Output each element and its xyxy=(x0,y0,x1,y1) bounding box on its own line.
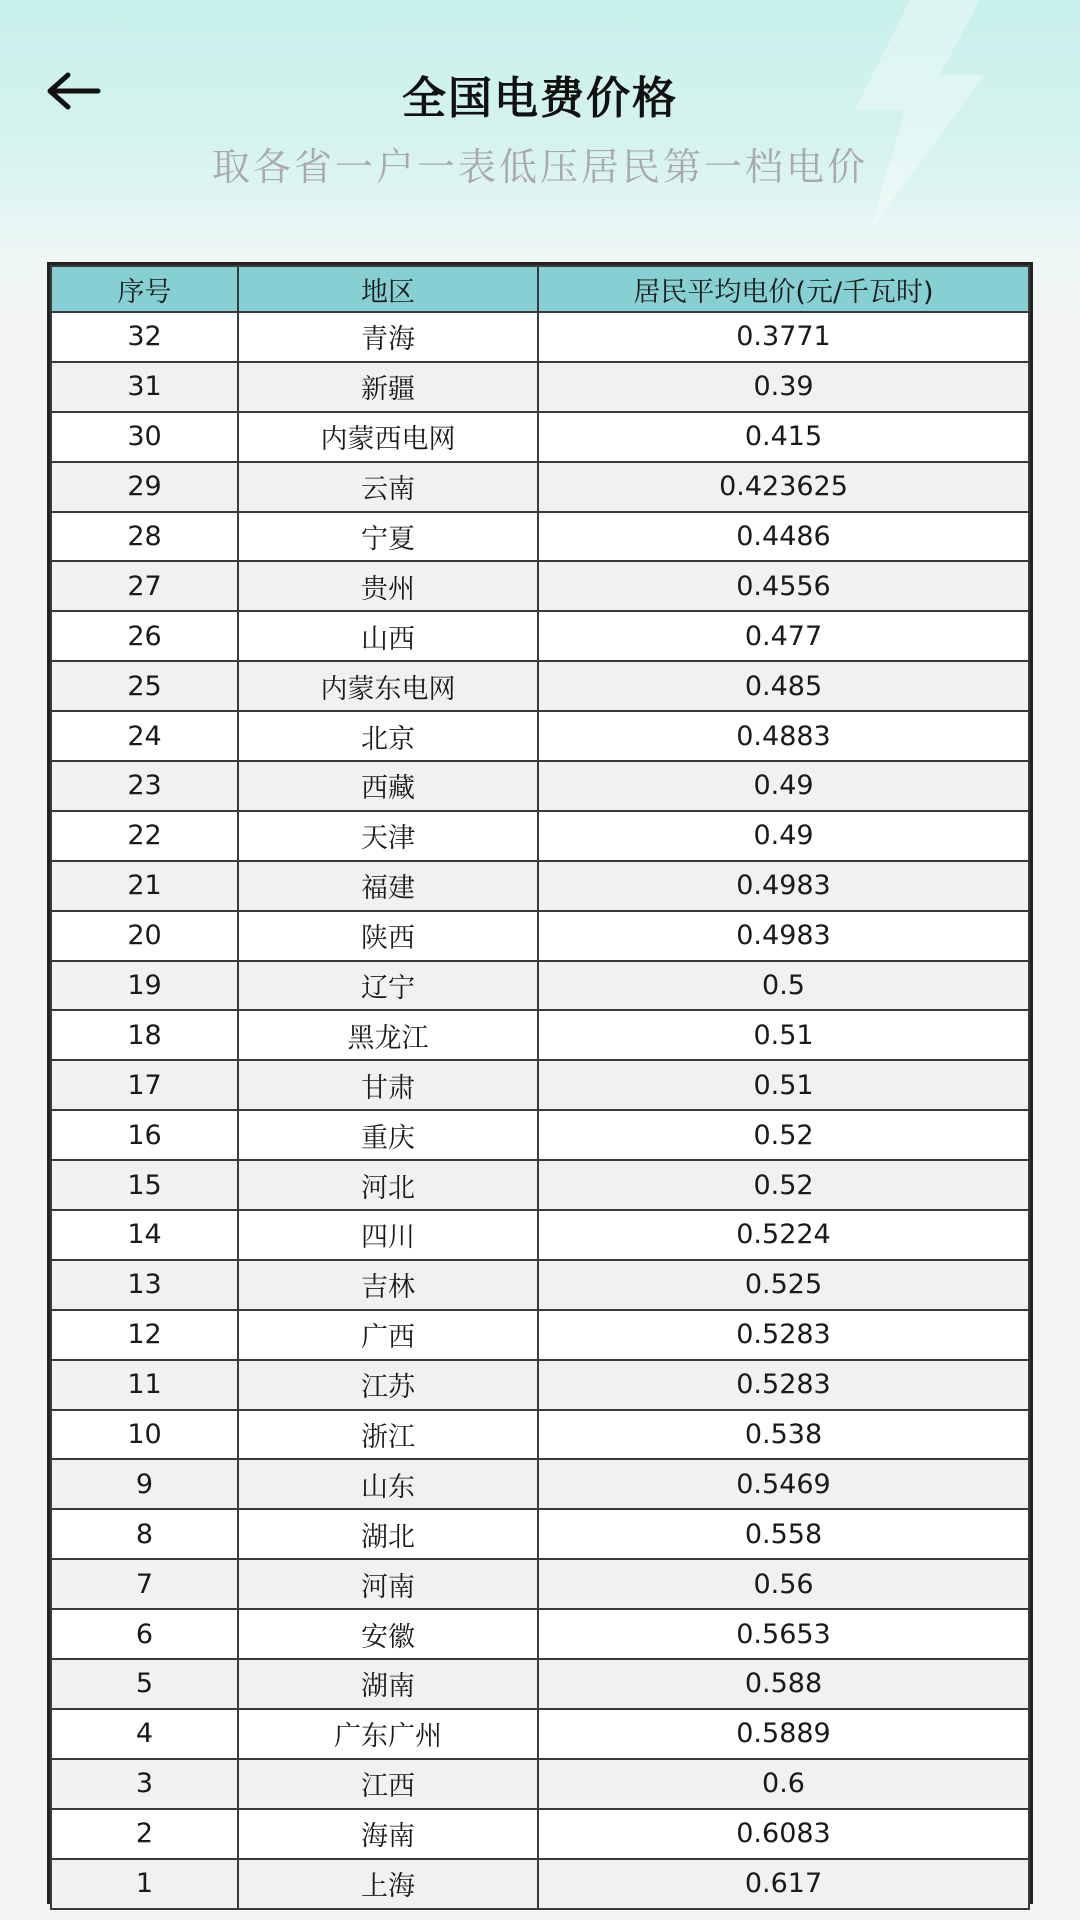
cell-index: 4 xyxy=(51,1709,238,1759)
cell-region: 陕西 xyxy=(238,911,538,961)
cell-index: 23 xyxy=(51,761,238,811)
cell-index: 31 xyxy=(51,362,238,412)
cell-region: 天津 xyxy=(238,811,538,861)
cell-index: 17 xyxy=(51,1060,238,1110)
cell-region: 海南 xyxy=(238,1809,538,1859)
cell-price: 0.485 xyxy=(538,661,1029,711)
cell-region: 山东 xyxy=(238,1459,538,1509)
table-row xyxy=(51,561,1029,611)
cell-region: 湖南 xyxy=(238,1659,538,1709)
cell-region: 福建 xyxy=(238,861,538,911)
cell-region: 河南 xyxy=(238,1559,538,1609)
cell-region: 内蒙东电网 xyxy=(238,661,538,711)
cell-price: 0.4556 xyxy=(538,561,1029,611)
cell-price: 0.5 xyxy=(538,961,1029,1011)
cell-index: 3 xyxy=(51,1759,238,1809)
cell-region: 辽宁 xyxy=(238,961,538,1011)
cell-index: 32 xyxy=(51,312,238,362)
cell-index: 12 xyxy=(51,1310,238,1360)
table-row xyxy=(51,1060,1029,1110)
cell-region: 上海 xyxy=(238,1859,538,1909)
cell-region: 广东广州 xyxy=(238,1709,538,1759)
cell-index: 29 xyxy=(51,462,238,512)
cell-region: 内蒙西电网 xyxy=(238,412,538,462)
cell-price: 0.51 xyxy=(538,1060,1029,1110)
cell-index: 10 xyxy=(51,1410,238,1460)
table-row xyxy=(51,1360,1029,1410)
price-table xyxy=(47,262,1033,1904)
table-row xyxy=(51,1010,1029,1060)
table-row xyxy=(51,512,1029,562)
cell-index: 19 xyxy=(51,961,238,1011)
cell-region: 青海 xyxy=(238,312,538,362)
cell-price: 0.6083 xyxy=(538,1809,1029,1859)
table-row xyxy=(51,811,1029,861)
cell-region: 黑龙江 xyxy=(238,1010,538,1060)
cell-index: 13 xyxy=(51,1260,238,1310)
table-row xyxy=(51,412,1029,462)
cell-index: 24 xyxy=(51,711,238,761)
table-row xyxy=(51,1459,1029,1509)
cell-region: 新疆 xyxy=(238,362,538,412)
table-row xyxy=(51,1609,1029,1659)
cell-price: 0.4983 xyxy=(538,861,1029,911)
cell-price: 0.4486 xyxy=(538,512,1029,562)
cell-price: 0.415 xyxy=(538,412,1029,462)
table-row xyxy=(51,861,1029,911)
table-row xyxy=(51,1110,1029,1160)
cell-region: 重庆 xyxy=(238,1110,538,1160)
cell-price: 0.5283 xyxy=(538,1360,1029,1410)
cell-region: 江西 xyxy=(238,1759,538,1809)
cell-price: 0.5283 xyxy=(538,1310,1029,1360)
cell-index: 2 xyxy=(51,1809,238,1859)
cell-price: 0.5653 xyxy=(538,1609,1029,1659)
column-header-index: 序号 xyxy=(51,266,238,312)
table-row xyxy=(51,1310,1029,1360)
cell-index: 16 xyxy=(51,1110,238,1160)
cell-price: 0.39 xyxy=(538,362,1029,412)
cell-index: 25 xyxy=(51,661,238,711)
cell-region: 广西 xyxy=(238,1310,538,1360)
cell-price: 0.52 xyxy=(538,1160,1029,1210)
cell-price: 0.51 xyxy=(538,1010,1029,1060)
cell-price: 0.56 xyxy=(538,1559,1029,1609)
cell-index: 14 xyxy=(51,1210,238,1260)
table-row xyxy=(51,1859,1029,1909)
cell-region: 山西 xyxy=(238,611,538,661)
cell-region: 安徽 xyxy=(238,1609,538,1659)
cell-region: 西藏 xyxy=(238,761,538,811)
cell-index: 15 xyxy=(51,1160,238,1210)
cell-price: 0.525 xyxy=(538,1260,1029,1310)
column-header-region: 地区 xyxy=(238,266,538,312)
cell-price: 0.588 xyxy=(538,1659,1029,1709)
cell-index: 5 xyxy=(51,1659,238,1709)
cell-price: 0.3771 xyxy=(538,312,1029,362)
cell-price: 0.5889 xyxy=(538,1709,1029,1759)
table-row xyxy=(51,1659,1029,1709)
cell-region: 四川 xyxy=(238,1210,538,1260)
table-row xyxy=(51,362,1029,412)
page-title: 全国电费价格 xyxy=(402,73,678,124)
column-header-price: 居民平均电价(元/千瓦时) xyxy=(538,266,1029,312)
cell-price: 0.617 xyxy=(538,1859,1029,1909)
cell-price: 0.49 xyxy=(538,761,1029,811)
cell-region: 云南 xyxy=(238,462,538,512)
table-row xyxy=(51,1709,1029,1759)
cell-index: 1 xyxy=(51,1859,238,1909)
table-row xyxy=(51,312,1029,362)
cell-index: 26 xyxy=(51,611,238,661)
table-row xyxy=(51,711,1029,761)
table-row xyxy=(51,1410,1029,1460)
cell-price: 0.538 xyxy=(538,1410,1029,1460)
table-row xyxy=(51,1260,1029,1310)
cell-index: 27 xyxy=(51,561,238,611)
cell-region: 贵州 xyxy=(238,561,538,611)
cell-price: 0.5469 xyxy=(538,1459,1029,1509)
table-row xyxy=(51,661,1029,711)
cell-region: 河北 xyxy=(238,1160,538,1210)
cell-price: 0.5224 xyxy=(538,1210,1029,1260)
cell-price: 0.4883 xyxy=(538,711,1029,761)
cell-region: 宁夏 xyxy=(238,512,538,562)
table-row xyxy=(51,1509,1029,1559)
table-row xyxy=(51,462,1029,512)
table-row xyxy=(51,1759,1029,1809)
cell-index: 20 xyxy=(51,911,238,961)
cell-price: 0.49 xyxy=(538,811,1029,861)
cell-index: 22 xyxy=(51,811,238,861)
table-row xyxy=(51,961,1029,1011)
table-row xyxy=(51,761,1029,811)
cell-index: 8 xyxy=(51,1509,238,1559)
cell-index: 6 xyxy=(51,1609,238,1659)
cell-price: 0.558 xyxy=(538,1509,1029,1559)
cell-region: 浙江 xyxy=(238,1410,538,1460)
cell-price: 0.4983 xyxy=(538,911,1029,961)
page-subtitle: 取各省一户一表低压居民第一档电价 xyxy=(211,145,868,189)
cell-index: 21 xyxy=(51,861,238,911)
table-row xyxy=(51,1210,1029,1260)
cell-price: 0.6 xyxy=(538,1759,1029,1809)
cell-region: 吉林 xyxy=(238,1260,538,1310)
cell-region: 甘肃 xyxy=(238,1060,538,1110)
cell-index: 30 xyxy=(51,412,238,462)
cell-price: 0.52 xyxy=(538,1110,1029,1160)
cell-index: 18 xyxy=(51,1010,238,1060)
table-header-row xyxy=(51,266,1029,312)
table-row xyxy=(51,911,1029,961)
cell-region: 江苏 xyxy=(238,1360,538,1410)
cell-index: 28 xyxy=(51,512,238,562)
table-row xyxy=(51,1160,1029,1210)
cell-region: 北京 xyxy=(238,711,538,761)
cell-index: 11 xyxy=(51,1360,238,1410)
table-row xyxy=(51,611,1029,661)
cell-index: 7 xyxy=(51,1559,238,1609)
table-row xyxy=(51,1809,1029,1859)
cell-region: 湖北 xyxy=(238,1509,538,1559)
cell-price: 0.423625 xyxy=(538,462,1029,512)
table-row xyxy=(51,1559,1029,1609)
cell-index: 9 xyxy=(51,1459,238,1509)
cell-price: 0.477 xyxy=(538,611,1029,661)
